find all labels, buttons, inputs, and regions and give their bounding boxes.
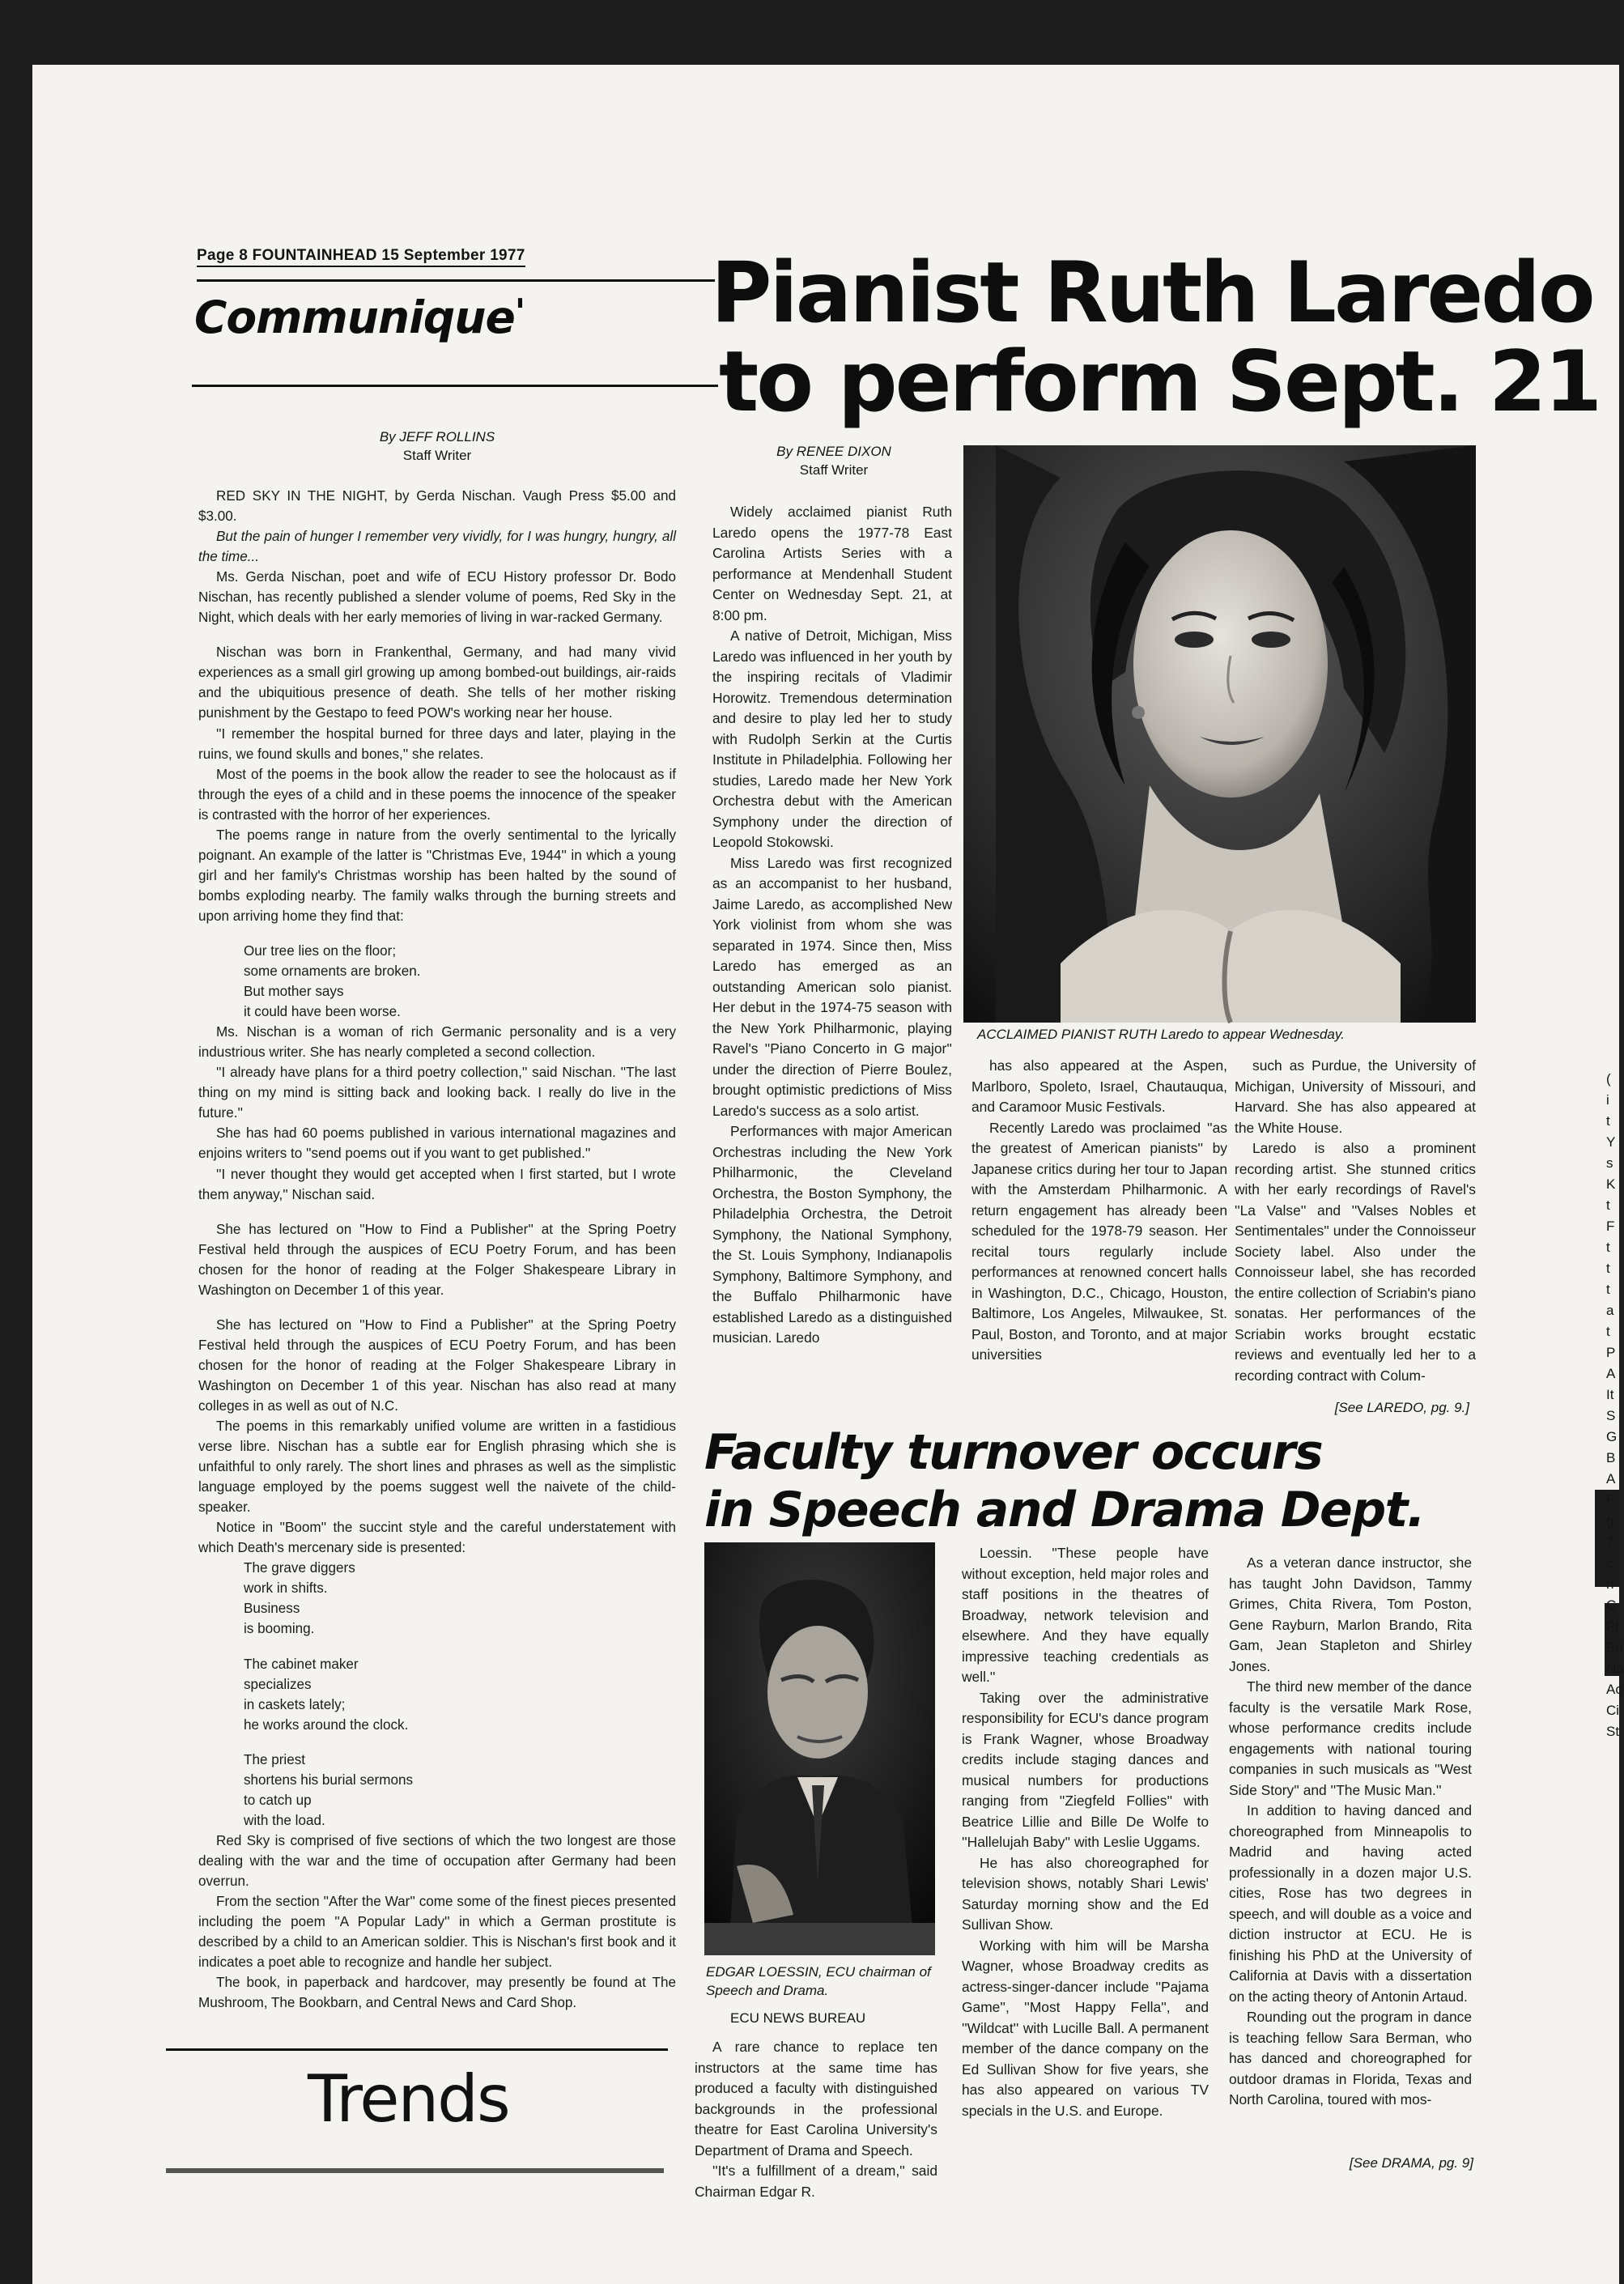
review-paragraph: Notice in ''Boom'' the succint style and the careful understatement with which Death's mercenary side is presented: <box>198 1520 676 1556</box>
edge-fragment-glyph: t <box>1606 1113 1610 1129</box>
section-mark: ' <box>514 291 525 333</box>
faculty-column-2 <box>962 1543 1209 2121</box>
edge-fragment-glyph: c <box>1606 1555 1613 1571</box>
edge-fragment-glyph: G <box>1606 1429 1618 1444</box>
page-label: Page 8 FOUNTAINHEAD 15 September 1977 <box>197 247 525 267</box>
faculty-paragraph: Taking over the administrative responsibility for ECU's dance program is Frank Wagner, whose Broadway credits include staging dances and musical numbers for productions ranging from ''Ziegfeld Follies'' with Beatrice Lillie and Bille De Wolfe to ''Hallelujah Baby'' with Leslie Uggams. <box>962 1689 1209 1850</box>
review-paragraph: Most of the poems in the book allow the reader to see the holocaust as if through the eyes of a child and in these poems the innocence of the speaker is contrasted with the horror of her experiences. <box>198 766 676 823</box>
edge-fragment-glyph: t <box>1606 1324 1610 1339</box>
laredo-paragraph: Miss Laredo was first recognized as an accompanist to her husband, Jaime Laredo, as accomplished New York violinist from whom she was separated in 1974. Since then, Miss Laredo has emerged as an outstanding American solo pianist. Her debut in the 1974-75 season with the New York Philharmonic, playing Ravel's ''Piano Concerto in G major'' under the direction of Pierre Boulez, brought optimistic predictions of Miss Laredo's success as a solo artist. <box>712 854 952 1119</box>
edge-fragment-glyph: t <box>1606 1197 1610 1213</box>
faculty-byline: ECU NEWS BUREAU <box>730 2010 866 2026</box>
trends-rule-top <box>166 2048 668 2051</box>
edge-fragment-glyph: s <box>1606 1155 1613 1171</box>
poem-line: The grave diggers <box>244 1560 355 1576</box>
faculty-headline-line2: in Speech and Drama Dept. <box>704 1482 1425 1538</box>
edge-fragment-glyph: Na <box>1606 1661 1624 1676</box>
review-paragraph: ''I never thought they would get accepted when I first started, but I wrote them anyway,'' Nischan said. <box>198 1166 676 1202</box>
laredo-photo-caption: ACCLAIMED PIANIST RUTH Laredo to appear Wednesday. <box>977 1027 1345 1042</box>
portrait-illustration <box>963 445 1476 1023</box>
edge-fragment-glyph: It <box>1606 1387 1614 1402</box>
edge-fragment-glyph: a <box>1606 1303 1614 1318</box>
right-edge-fragments <box>1606 1069 1624 1742</box>
edge-fragment-glyph: t <box>1606 1240 1610 1255</box>
edge-fragment-glyph: Pl <box>1606 1618 1619 1634</box>
review-paragraph: She has lectured on ''How to Find a Publisher'' at the Spring Poetry Festival held through the auspices of ECU Poetry Forum, and has been chosen for the honor of reading at the Folger Shakespeare Library in Washington on December 1 of this year. <box>198 1221 676 1298</box>
review-paragraph: She has lectured on ''How to Find a Publisher'' at the Spring Poetry Festival held through the auspices of ECU Poetry Forum, and has been chosen for the honor of reading at the Folger Shakespeare Library in Washington on December 1 of this year. Nischan has also read at many colleges in as well as out of N.C. <box>198 1316 676 1414</box>
edge-fragment-glyph: Ci <box>1606 1703 1620 1718</box>
faculty-paragraph: ''It's a fulfillment of a dream,'' said Chairman Edgar R. <box>695 2163 937 2200</box>
trends-rule-bottom <box>166 2168 664 2173</box>
laredo-paragraph: such as Purdue, the University of Michigan, University of Missouri, and Harvard. She has also appeared at the White House. <box>1235 1057 1476 1136</box>
faculty-jump-line: [See DRAMA, pg. 9] <box>1349 2155 1473 2171</box>
ruth-laredo-photo <box>963 445 1476 1023</box>
edge-fragment-glyph: F <box>1606 1219 1615 1234</box>
review-paragraph: Red Sky is comprised of five sections of which the two longest are those dealing with the war and the time of occupation after Germany had been overrun. <box>198 1832 676 1889</box>
edge-fragment-glyph: 7 <box>1606 1534 1614 1550</box>
edge-fragment-glyph: A <box>1606 1471 1616 1487</box>
laredo-paragraph: Performances with major American Orchestras including the New York Philharmonic, the Cleveland Orchestra, the Boston Symphony, the Philadelphia Orchestra, the Detroit Symphony, the National Symphony, the St. Louis Symphony, Indianapolis Symphony, Baltimore Symphony, and the Buffalo Philharmonic have established Laredo as a distinguished musician. Laredo <box>712 1123 952 1346</box>
poem-line: to catch up <box>244 1792 312 1808</box>
edge-fragment-glyph: En <box>1606 1640 1623 1655</box>
review-paragraph: RED SKY IN THE NIGHT, by Gerda Nischan. Vaugh Press $5.00 and $3.00. <box>198 488 676 525</box>
trends-section-label: Trends <box>308 2061 509 2137</box>
review-paragraph: The book, in paperback and hardcover, may presently be found at The Mushroom, The Bookbarn, and Central News and Card Shop. <box>198 1975 676 2011</box>
edge-fragment-glyph: B <box>1606 1450 1616 1465</box>
edgar-loessin-photo <box>704 1542 935 1955</box>
poem-line: some ornaments are broken. <box>244 963 421 980</box>
faculty-paragraph: As a veteran dance instructor, she has taught John Davidson, Tammy Grimes, Chita Rivera, Tom Poston, Gene Rayburn, Marlon Brando, Rita Gam, Jean Stapleton and Shirley Jones. <box>1229 1555 1472 1674</box>
faculty-paragraph: The third new member of the dance faculty is the versatile Mark Rose, whose performance credits include engagements with national touring companies in such musicals as ''West Side Story'' and ''The Music Man.'' <box>1229 1678 1472 1798</box>
review-paragraph: ''I remember the hospital burned for three days and later, playing in the ruins, we found skulls and bones,'' she relates. <box>198 725 676 762</box>
review-paragraph: But the pain of hunger I remember very vividly, for I was hungry, hungry, all the time... <box>198 529 676 565</box>
edge-fragment-glyph: t <box>1606 1282 1610 1297</box>
laredo-headline-line1: Pianist Ruth Laredo <box>711 245 1593 342</box>
poem-line: specializes <box>244 1676 312 1692</box>
review-paragraph: ''I already have plans for a third poetry collection,'' said Nischan. ''The last thing on my mind is sitting back and looking back. I really do live in the future.'' <box>198 1065 676 1121</box>
portrait-illustration <box>704 1542 935 1955</box>
faculty-headline-line1: Faculty turnover occurs <box>704 1424 1323 1481</box>
poem-line: The cabinet maker <box>244 1656 359 1672</box>
review-byline-role: Staff Writer <box>402 448 472 463</box>
laredo-column-3 <box>1235 1056 1476 1386</box>
laredo-paragraph: Widely acclaimed pianist Ruth Laredo opens the 1977-78 East Carolina Artists Series with a performance at Mendenhall Student Center on Wednesday Sept. 21, at 8:00 pm. <box>712 504 952 623</box>
faculty-paragraph: Loessin. ''These people have without exception, held major roles and staff positions in the theatres of Broadway, network television and elsewhere. And they have equally impressive teaching credentials as well.'' <box>962 1545 1209 1685</box>
laredo-column-2 <box>971 1056 1227 1366</box>
poem-line: But mother says <box>244 984 344 1000</box>
laredo-paragraph: Laredo is also a prominent recording artist. She stunned critics with her early recordings of Ravel's ''La Valse'' and ''Valses Nobles et Sentimentales'' under the Connoisseur Society label. Also under the Connoisseur label, she has recorded the entire collection of Scriabin's piano sonatas. Her performances of the Scriabin works brought ecstatic reviews and eventually led her to a recording contract with Colum- <box>1235 1140 1476 1384</box>
edge-fragment-glyph: S <box>1606 1408 1616 1423</box>
edge-fragment-glyph: i <box>1606 1092 1609 1108</box>
review-paragraph: The poems in this remarkably unified volume are written in a fastidious verse libre. Nischan has a subtle ear for English phrasing which she is unfaithful to only rarely. The short lines and phrases as well as the simplistic language employed by the poems suggest well the naivete of the child-speaker. <box>198 1418 676 1516</box>
faculty-paragraph: In addition to having danced and choreographed from Minneapolis to Madrid and having acted professionally in a dozen major U.S. cities, Rose has two degrees in speech, and will double as a voice and diction instructor at ECU. He is finishing his PhD at the University of California at Davis with a dissertation on the acting theory of Antonin Artaud. <box>1229 1802 1472 2005</box>
edge-fragment-glyph: g <box>1606 1513 1614 1529</box>
poem-line: Our tree lies on the floor; <box>244 942 397 959</box>
poem-line: he works around the clock. <box>244 1716 409 1733</box>
edge-fragment-glyph: ( <box>1606 1071 1611 1087</box>
poem-line: with the load. <box>244 1812 325 1828</box>
review-byline <box>275 427 599 465</box>
laredo-paragraph: Recently Laredo was proclaimed ''as the greatest of American pianists'' by Japanese critics during her tour to Japan with the Amsterdam Philharmonic. A return engagement has already been scheduled for the 1978-79 season. Her recital tours regularly include performances at renowned concert halls in Washington, D.C., Chicago, Houston, Baltimore, Los Angeles, Milwaukee, St. Paul, Boston, and Toronto, and at major universities <box>971 1119 1227 1363</box>
book-review-column <box>198 486 676 2013</box>
edge-fragment-glyph: Y <box>1606 1134 1616 1150</box>
faculty-paragraph: Rounding out the program in dance is teaching fellow Sara Berman, who has danced and choreographed for outdoor dramas in Florida, Texas and North Carolina, toured with mos- <box>1229 2009 1472 2107</box>
section-title: Communique' <box>194 291 525 343</box>
loessin-photo-caption: EDGAR LOESSIN, ECU chairman of Speech and Drama. <box>706 1964 931 1998</box>
laredo-byline <box>704 442 963 479</box>
laredo-column-1 <box>712 502 952 1349</box>
faculty-paragraph: A rare chance to replace ten instructors at the same time has produced a faculty with distinguished backgrounds in the professional theatre for East Carolina University's Department of Drama and Speech. <box>695 2039 937 2159</box>
laredo-jump-line: [See LAREDO, pg. 9.] <box>1334 1400 1469 1415</box>
laredo-byline-name: By RENEE DIXON <box>776 444 891 459</box>
review-byline-name: By JEFF ROLLINS <box>379 429 495 444</box>
edge-fragment-glyph: K <box>1606 1176 1616 1192</box>
edge-fragment-glyph: Ac <box>1606 1682 1622 1697</box>
edge-fragment-glyph: n <box>1606 1576 1614 1592</box>
review-paragraph: Ms. Gerda Nischan, poet and wife of ECU History professor Dr. Bodo Nischan, has recently published a slender volume of poems, Red Sky in the Night, which deals with her early memories of living in war-racked Germany. <box>198 569 676 626</box>
header-rule-top <box>197 279 715 282</box>
laredo-byline-role: Staff Writer <box>799 462 869 478</box>
poem-line: work in shifts. <box>244 1580 328 1597</box>
faculty-column-3 <box>1229 1553 1472 2111</box>
laredo-paragraph: has also appeared at the Aspen, Marlboro, Spoleto, Israel, Chautauqua, and Caramoor Music Festivals. <box>971 1057 1227 1115</box>
review-paragraph: The poems range in nature from the overly sentimental to the lyrically poignant. An example of the latter is ''Christmas Eve, 1944'' in which a young girl and her family's Christmas worship has been halted by the sound of bombs exploding nearby. The family walks through the burning streets and upon arriving home they find that: <box>198 827 676 924</box>
faculty-paragraph: Working with him will be Marsha Wagner, whose Broadway credits as actress-singer-dancer include ''Pajama Game'', ''Most Happy Fella'', and ''Wildcat'' with Lucille Ball. A permanent member of the dance company on the Ed Sullivan Show for five years, she has also appeared on various TV specials in the U.S. and Europe. <box>962 1937 1209 2119</box>
laredo-headline-line2: to perform Sept. 21 <box>719 334 1601 431</box>
poem-line: shortens his burial sermons <box>244 1771 414 1788</box>
review-paragraph: From the section ''After the War'' come some of the finest pieces presented including the poem ''A Popular Lady'' in which a German prostitute is described by a child to an American soldier. This is Nischan's first book and it indicates a poet able to recognize and handle her subject. <box>198 1894 676 1971</box>
review-paragraph: Ms. Nischan is a woman of rich Germanic personality and is a very industrious writer. She has nearly completed a second collection. <box>198 1024 676 1061</box>
edge-fragment-glyph: F <box>1606 1492 1615 1508</box>
poem-line: in caskets lately; <box>244 1696 346 1712</box>
edge-fragment-glyph: St <box>1606 1724 1620 1739</box>
laredo-paragraph: A native of Detroit, Michigan, Miss Laredo was influenced in her youth by the inspiring recitals of Vladimir Horowitz. Tremendous determination and desire to play led her to study with Rudolph Serkin at the Curtis Institute in Philadelphia. Following her studies, Laredo made her New York Orchestra debut with the American Symphony under the direction of Leopold Stokowski. <box>712 627 952 850</box>
poem-line: it could have been worse. <box>244 1004 401 1020</box>
edge-fragment-glyph: P <box>1606 1345 1616 1360</box>
newspaper-page <box>32 65 1624 2284</box>
header-rule-bottom <box>192 385 718 387</box>
review-paragraph: She has had 60 poems published in various international magazines and enjoins writers to ''send poems out if you want to get published.'' <box>198 1125 676 1162</box>
edge-fragment-glyph: C <box>1606 1597 1617 1613</box>
faculty-column-1 <box>695 2037 937 2202</box>
edge-fragment-glyph: A <box>1606 1366 1616 1381</box>
poem-line: The priest <box>244 1751 306 1767</box>
faculty-paragraph: He has also choreographed for television shows, notably Shari Lewis' Saturday morning show and the Ed Sullivan Show. <box>962 1854 1209 1933</box>
edge-fragment-glyph: t <box>1606 1261 1610 1276</box>
poem-line: is booming. <box>244 1621 315 1637</box>
poem-line: Business <box>244 1601 300 1617</box>
review-paragraph: Nischan was born in Frankenthal, Germany, and had many vivid experiences as a small girl growing up among bombed-out buildings, air-raids and the ubiquitious presence of death. She tells of her mother risking punishment by the Gestapo to feed POW's working near her house. <box>198 644 676 721</box>
